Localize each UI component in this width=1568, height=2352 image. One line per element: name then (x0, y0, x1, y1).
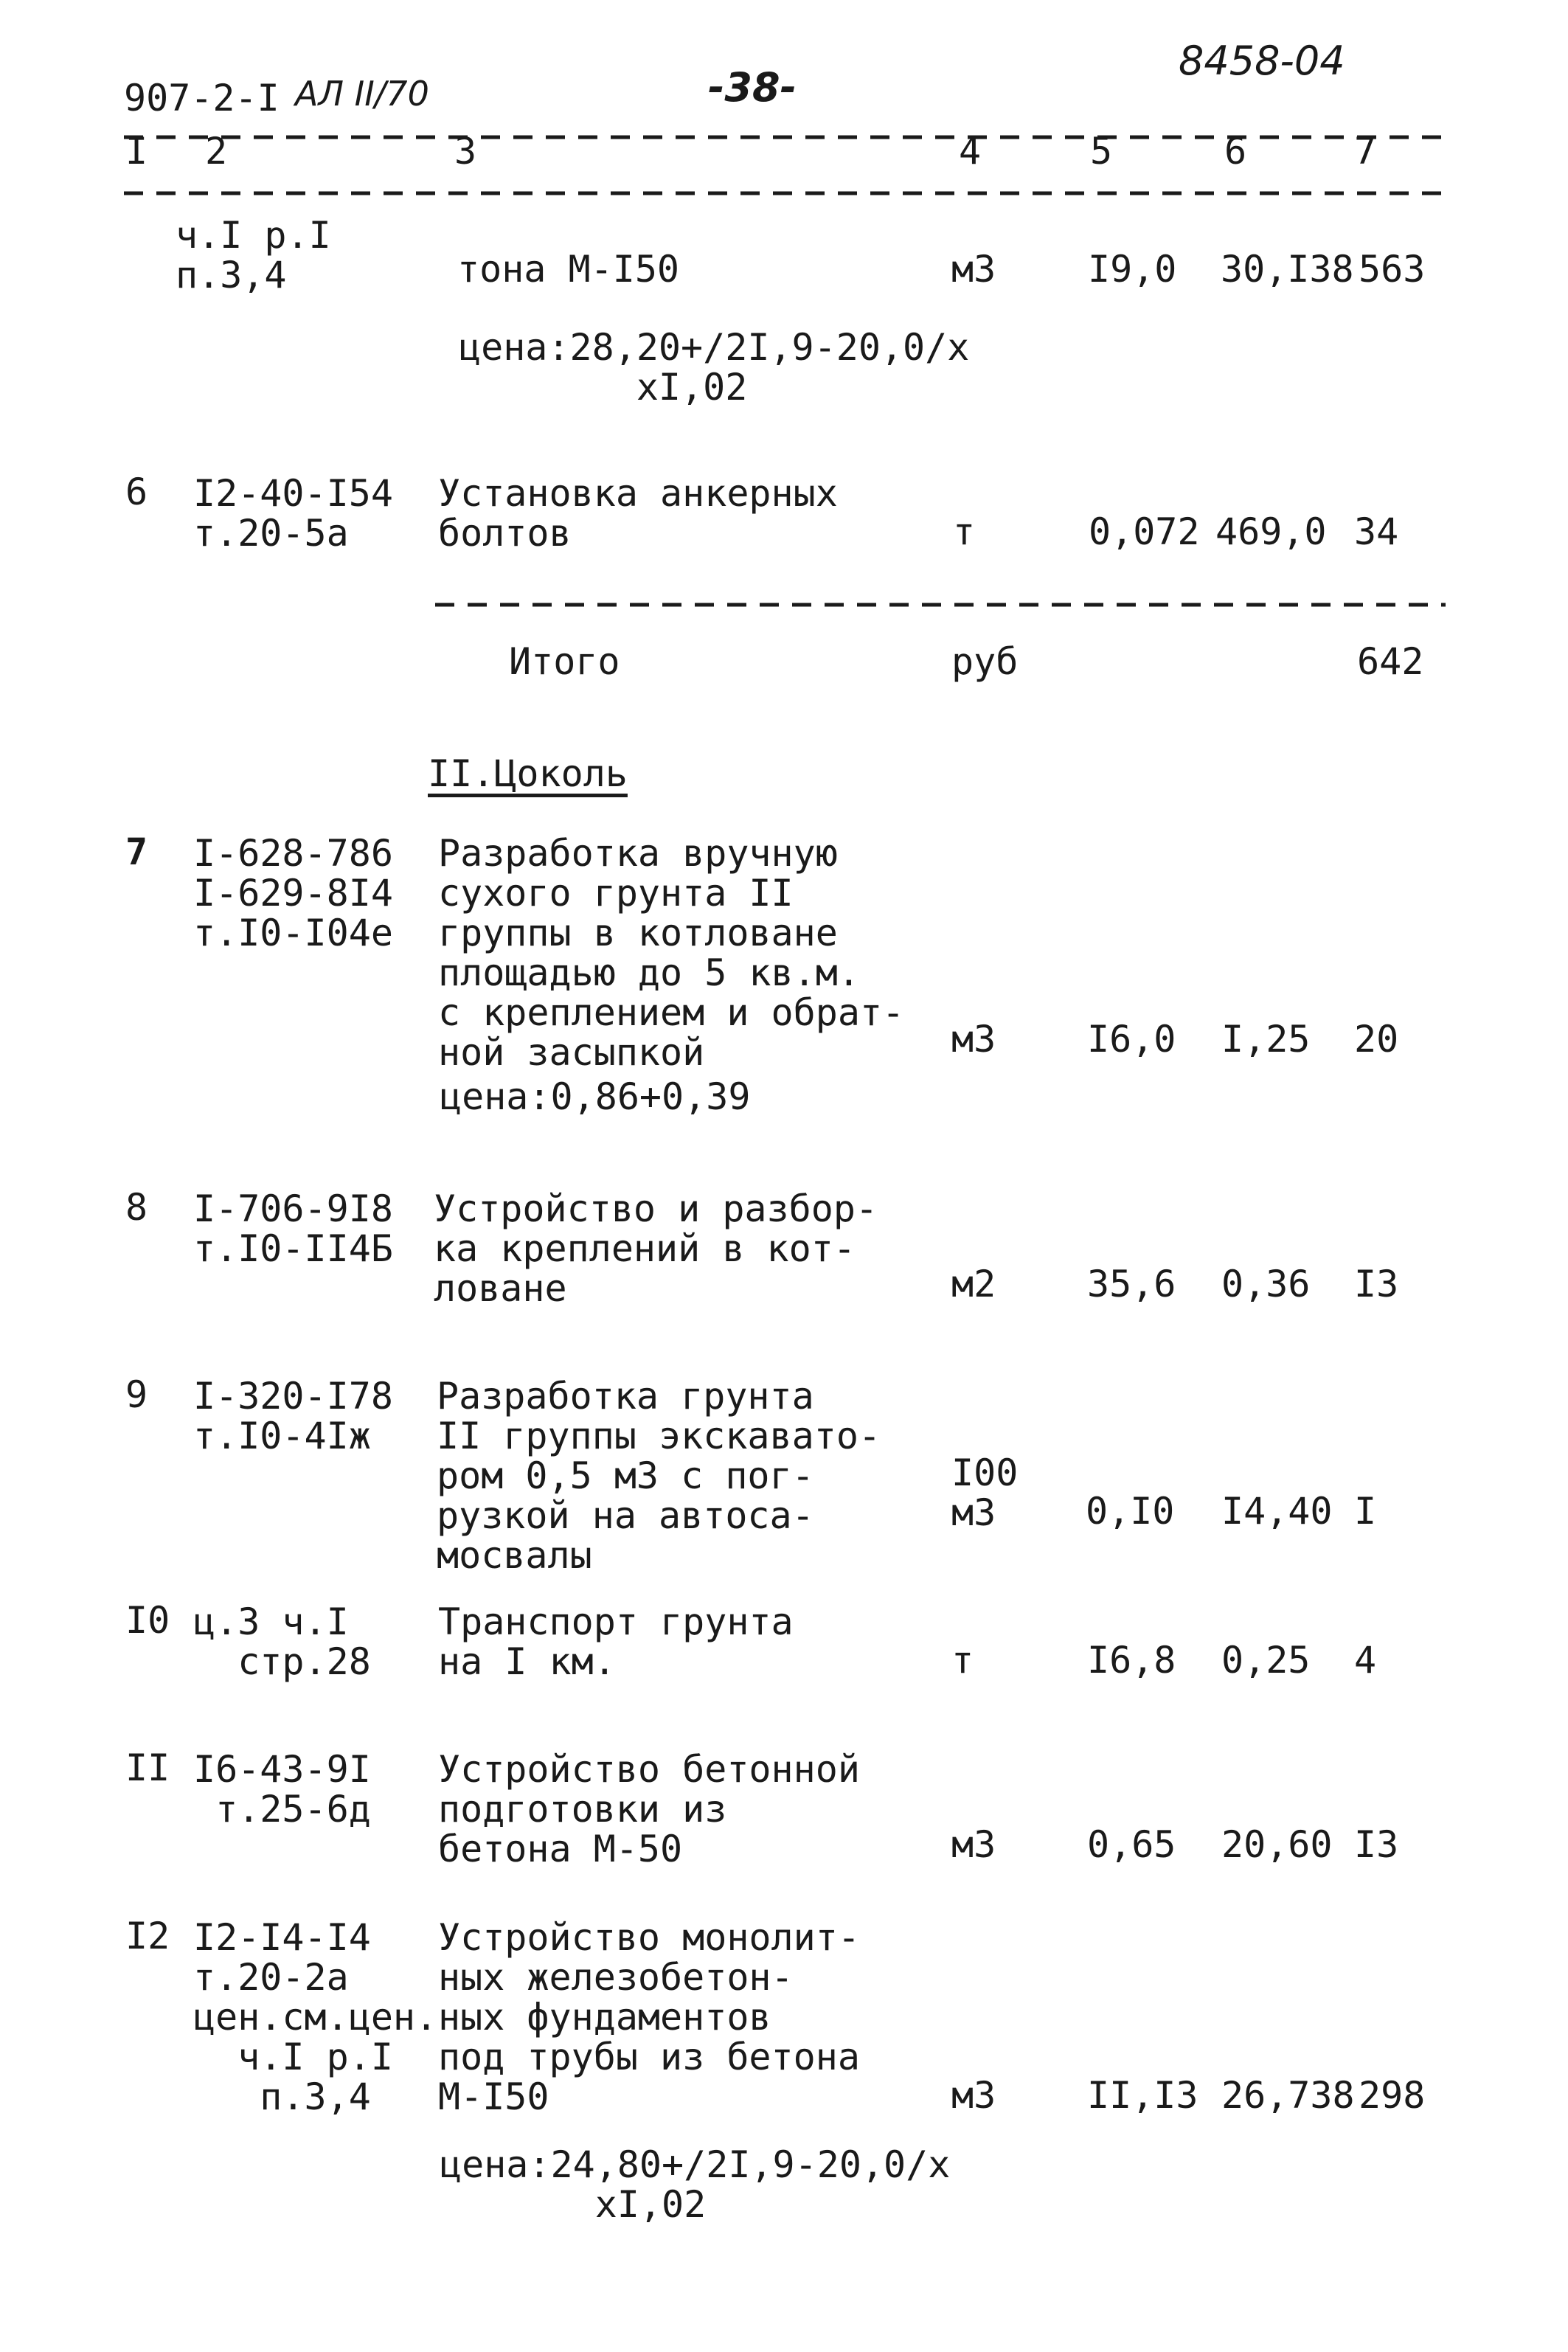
row-8-total: I3 (1354, 1263, 1399, 1305)
row-9-price: I4,40 (1221, 1490, 1333, 1533)
row-6-total: 34 (1354, 510, 1399, 553)
subtotal-label: Итого (509, 640, 620, 683)
row-7-qty: I6,0 (1087, 1018, 1176, 1061)
row-continued-name: тона М-I50 (457, 248, 680, 291)
row-12-unit: м3 (951, 2074, 996, 2117)
column-number-7: 7 (1354, 130, 1377, 173)
row-10-number: I0 (125, 1599, 170, 1642)
row-11-total: I3 (1354, 1823, 1399, 1866)
row-11-unit: м3 (951, 1823, 996, 1866)
column-number-4: 4 (959, 130, 982, 173)
column-number-5: 5 (1090, 130, 1113, 173)
subtotal-total: 642 (1357, 640, 1424, 683)
row-continued-ref: ч.I р.I п.3,4 (176, 214, 331, 296)
row-10-name: Транспорт грунта на I км. (438, 1600, 794, 1683)
column-number-2: 2 (205, 130, 228, 173)
archive-number: 8458-04 (1179, 38, 1345, 84)
row-9-total: I (1354, 1490, 1377, 1533)
row-continued-total: 563 (1359, 248, 1426, 291)
row-12-number: I2 (125, 1915, 170, 1957)
row-11-name: Устройство бетонной подготовки из бетона М-50 (438, 1748, 860, 1870)
row-9-ref: I-320-I78 т.I0-4Iж (193, 1375, 393, 1457)
row-12-price: 26,738 (1221, 2074, 1355, 2117)
row-11-qty: 0,65 (1087, 1823, 1176, 1866)
row-11-price: 20,60 (1221, 1823, 1333, 1866)
column-number-6: 6 (1224, 130, 1247, 173)
row-8-qty: 35,6 (1087, 1263, 1176, 1305)
column-number-3: 3 (454, 130, 477, 173)
row-6-ref: I2-40-I54 т.20-5а (193, 472, 393, 555)
row-6-qty: 0,072 (1089, 510, 1200, 553)
row-7-price: I,25 (1221, 1018, 1311, 1061)
row-11-ref: I6-43-9I т.25-6д (193, 1748, 371, 1831)
column-number-1: I (125, 130, 148, 173)
row-10-qty: I6,8 (1087, 1639, 1176, 1682)
row-10-price: 0,25 (1221, 1639, 1311, 1682)
row-9-number: 9 (125, 1373, 148, 1416)
row-12-name: Устройство монолит- ных железобетон- ных фундаментов под трубы из бетона М-I50 (438, 1916, 860, 2118)
row-12-price-note: цена:24,80+/2I,9-20,0/х хI,02 (440, 2143, 951, 2226)
doc-code: 907-2-I (124, 77, 280, 119)
album-code: АЛ II/70 (295, 74, 429, 114)
row-11-number: II (125, 1746, 170, 1789)
row-continued-price: 30,I38 (1221, 248, 1354, 291)
row-7-ref: I-628-786 I-629-8I4 т.I0-I04е (193, 832, 393, 954)
row-6-price: 469,0 (1215, 510, 1327, 553)
row-7-unit: м3 (951, 1018, 996, 1061)
row-8-ref: I-706-9I8 т.I0-II4Б (193, 1187, 393, 1270)
row-6-unit: т (953, 510, 976, 553)
row-9-qty: 0,I0 (1086, 1490, 1175, 1533)
row-10-unit: т (951, 1639, 974, 1682)
row-7-total: 20 (1354, 1018, 1399, 1061)
row-6-number: 6 (125, 471, 148, 513)
page-number: -38- (708, 64, 797, 111)
row-continued-unit: м3 (951, 248, 996, 291)
subtotal-unit: руб (951, 640, 1019, 683)
row-10-total: 4 (1354, 1639, 1377, 1682)
row-8-price: 0,36 (1221, 1263, 1311, 1305)
row-continued-qty: I9,0 (1088, 248, 1177, 291)
row-7-name: Разработка вручную сухого грунта II группы в котловане площадью до 5 кв.м. с креплением и обрат- ной засыпкой (438, 832, 905, 1074)
row-7-price-note: цена:0,86+0,39 (440, 1075, 751, 1118)
row-8-name: Устройство и разбор- ка креплений в кот- ловане (434, 1187, 878, 1310)
row-12-qty: II,I3 (1087, 2074, 1198, 2117)
section-title: II.Цоколь (428, 752, 628, 795)
row-12-total: 298 (1359, 2074, 1426, 2117)
row-12-ref: I2-I4-I4 т.20-2а цен.см.цен. ч.I р.I п.3,4 (193, 1916, 438, 2118)
row-continued-price-note: цена:28,20+/2I,9-20,0/х хI,02 (459, 326, 970, 409)
row-7-number: 7 (125, 830, 148, 873)
row-8-number: 8 (125, 1186, 148, 1229)
row-10-ref: ц.3 ч.I стр.28 (193, 1600, 371, 1683)
row-6-name: Установка анкерных болтов (438, 472, 838, 555)
row-9-unit: I00 м3 (951, 1451, 1019, 1534)
row-9-name: Разработка грунта II группы экскавато- ром 0,5 м3 с пог- рузкой на автоса- мосвалы (437, 1375, 881, 1577)
row-8-unit: м2 (951, 1263, 996, 1305)
